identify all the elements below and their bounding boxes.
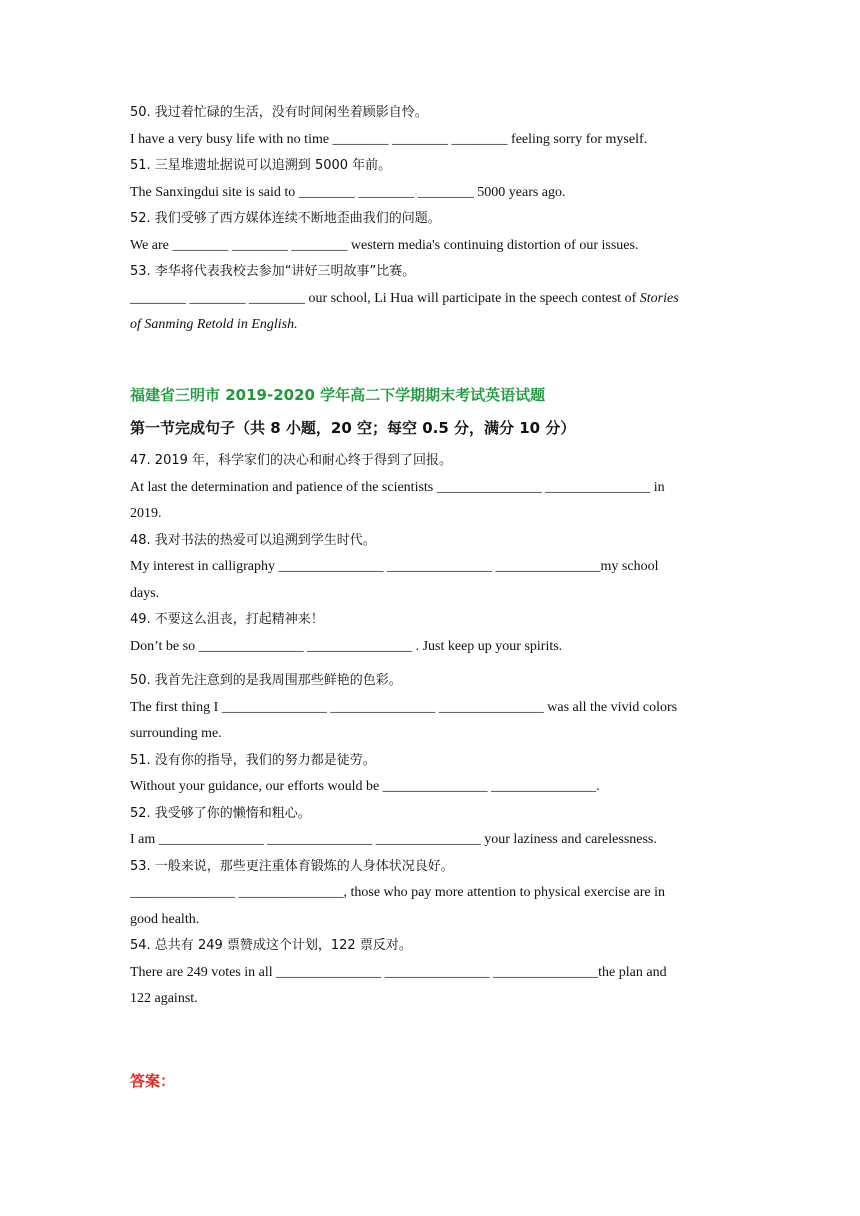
- q49-english: Don’t be so _______________ _______________ . Just keep up your spirits.: [130, 638, 563, 654]
- q53-english-text: ________ ________ ________ our school, Li Hua will participate in the speech contest of: [130, 290, 640, 306]
- q53-english-italic-a: Stories: [639, 290, 679, 306]
- q47-english-line1: At last the determination and patience of the scientists _______________ _______________ in: [130, 479, 665, 495]
- q51-chinese: 51. 三星堆遗址据说可以追溯到 5000 年前。: [130, 158, 392, 173]
- q52-chinese: 52. 我们受够了西方媒体连续不断地歪曲我们的问题。: [130, 211, 441, 226]
- q51b-english: Without your guidance, our efforts would be _______________ _______________.: [130, 779, 600, 794]
- q50b-english-line1: The first thing I _______________ _______________ _______________ was all the vivid colors: [130, 699, 678, 715]
- q54-chinese: 54. 总共有 249 票赞成这个计划，122 票反对。: [130, 938, 412, 953]
- part1-questions: [130, 100, 730, 339]
- q51-english: The Sanxingdui site is said to ________ ________ ________ 5000 years ago.: [130, 184, 566, 200]
- q50b-chinese: 50. 我首先注意到的是我周围那些鲜艳的色彩。: [130, 673, 402, 688]
- q51b-chinese: 51. 没有你的指导，我们的努力都是徒劳。: [130, 752, 376, 768]
- q53-english: [130, 286, 730, 313]
- q53-english-cont: [130, 312, 730, 339]
- q48-english-line1: My interest in calligraphy _______________ _______________ _______________my school: [130, 559, 659, 574]
- part2-questions: [130, 448, 730, 1013]
- q53b-english-line2: good health.: [130, 911, 200, 927]
- q52b-chinese: 52. 我受够了你的懒惰和粗心。: [130, 805, 311, 821]
- q53b-english-line1: _______________ _______________, those who pay more attention to physical exercise are in: [130, 885, 666, 900]
- q53-english-italic-b: of Sanming Retold in English.: [130, 317, 298, 332]
- q50b-english-line2: surrounding me.: [130, 726, 222, 741]
- answer-label: 答案：: [130, 1072, 176, 1090]
- q53b-chinese: 53. 一般来说，那些更注重体育锻炼的人身体状况良好。: [130, 858, 454, 874]
- q52b-english: I am _______________ _______________ _______________ your laziness and carelessness.: [130, 832, 657, 847]
- q48-chinese: 48. 我对书法的热爱可以追溯到学生时代。: [130, 532, 376, 548]
- section-subtitle: 第一节完成句子（共 8 小题，20 空；每空 0.5 分，满分 10 分）: [130, 419, 576, 437]
- q53-chinese: 53. 李华将代表我校去参加“讲好三明故事”比赛。: [130, 264, 416, 279]
- q54-english-line2: 122 against.: [130, 991, 198, 1006]
- q54-english-line1: There are 249 votes in all _______________ _______________ _______________the plan and: [130, 964, 667, 980]
- q47-english-line2: 2019.: [130, 506, 162, 521]
- q47-chinese: 47. 2019 年，科学家们的决心和耐心终于得到了回报。: [130, 453, 453, 468]
- q48-english-line2: days.: [130, 585, 160, 601]
- q52-english: We are ________ ________ ________ western media's continuing distortion of our issues.: [130, 237, 639, 253]
- q50-chinese: 50. 我过着忙碌的生活，没有时间闲坐着顾影自怜。: [130, 105, 428, 120]
- q50-english: I have a very busy life with no time ________ ________ ________ feeling sorry for myself.: [130, 131, 648, 147]
- q49-chinese: 49. 不要这么沮丧，打起精神来！: [130, 612, 324, 627]
- exam-title: 福建省三明市 2019-2020 学年高二下学期期末考试英语试题: [130, 386, 546, 404]
